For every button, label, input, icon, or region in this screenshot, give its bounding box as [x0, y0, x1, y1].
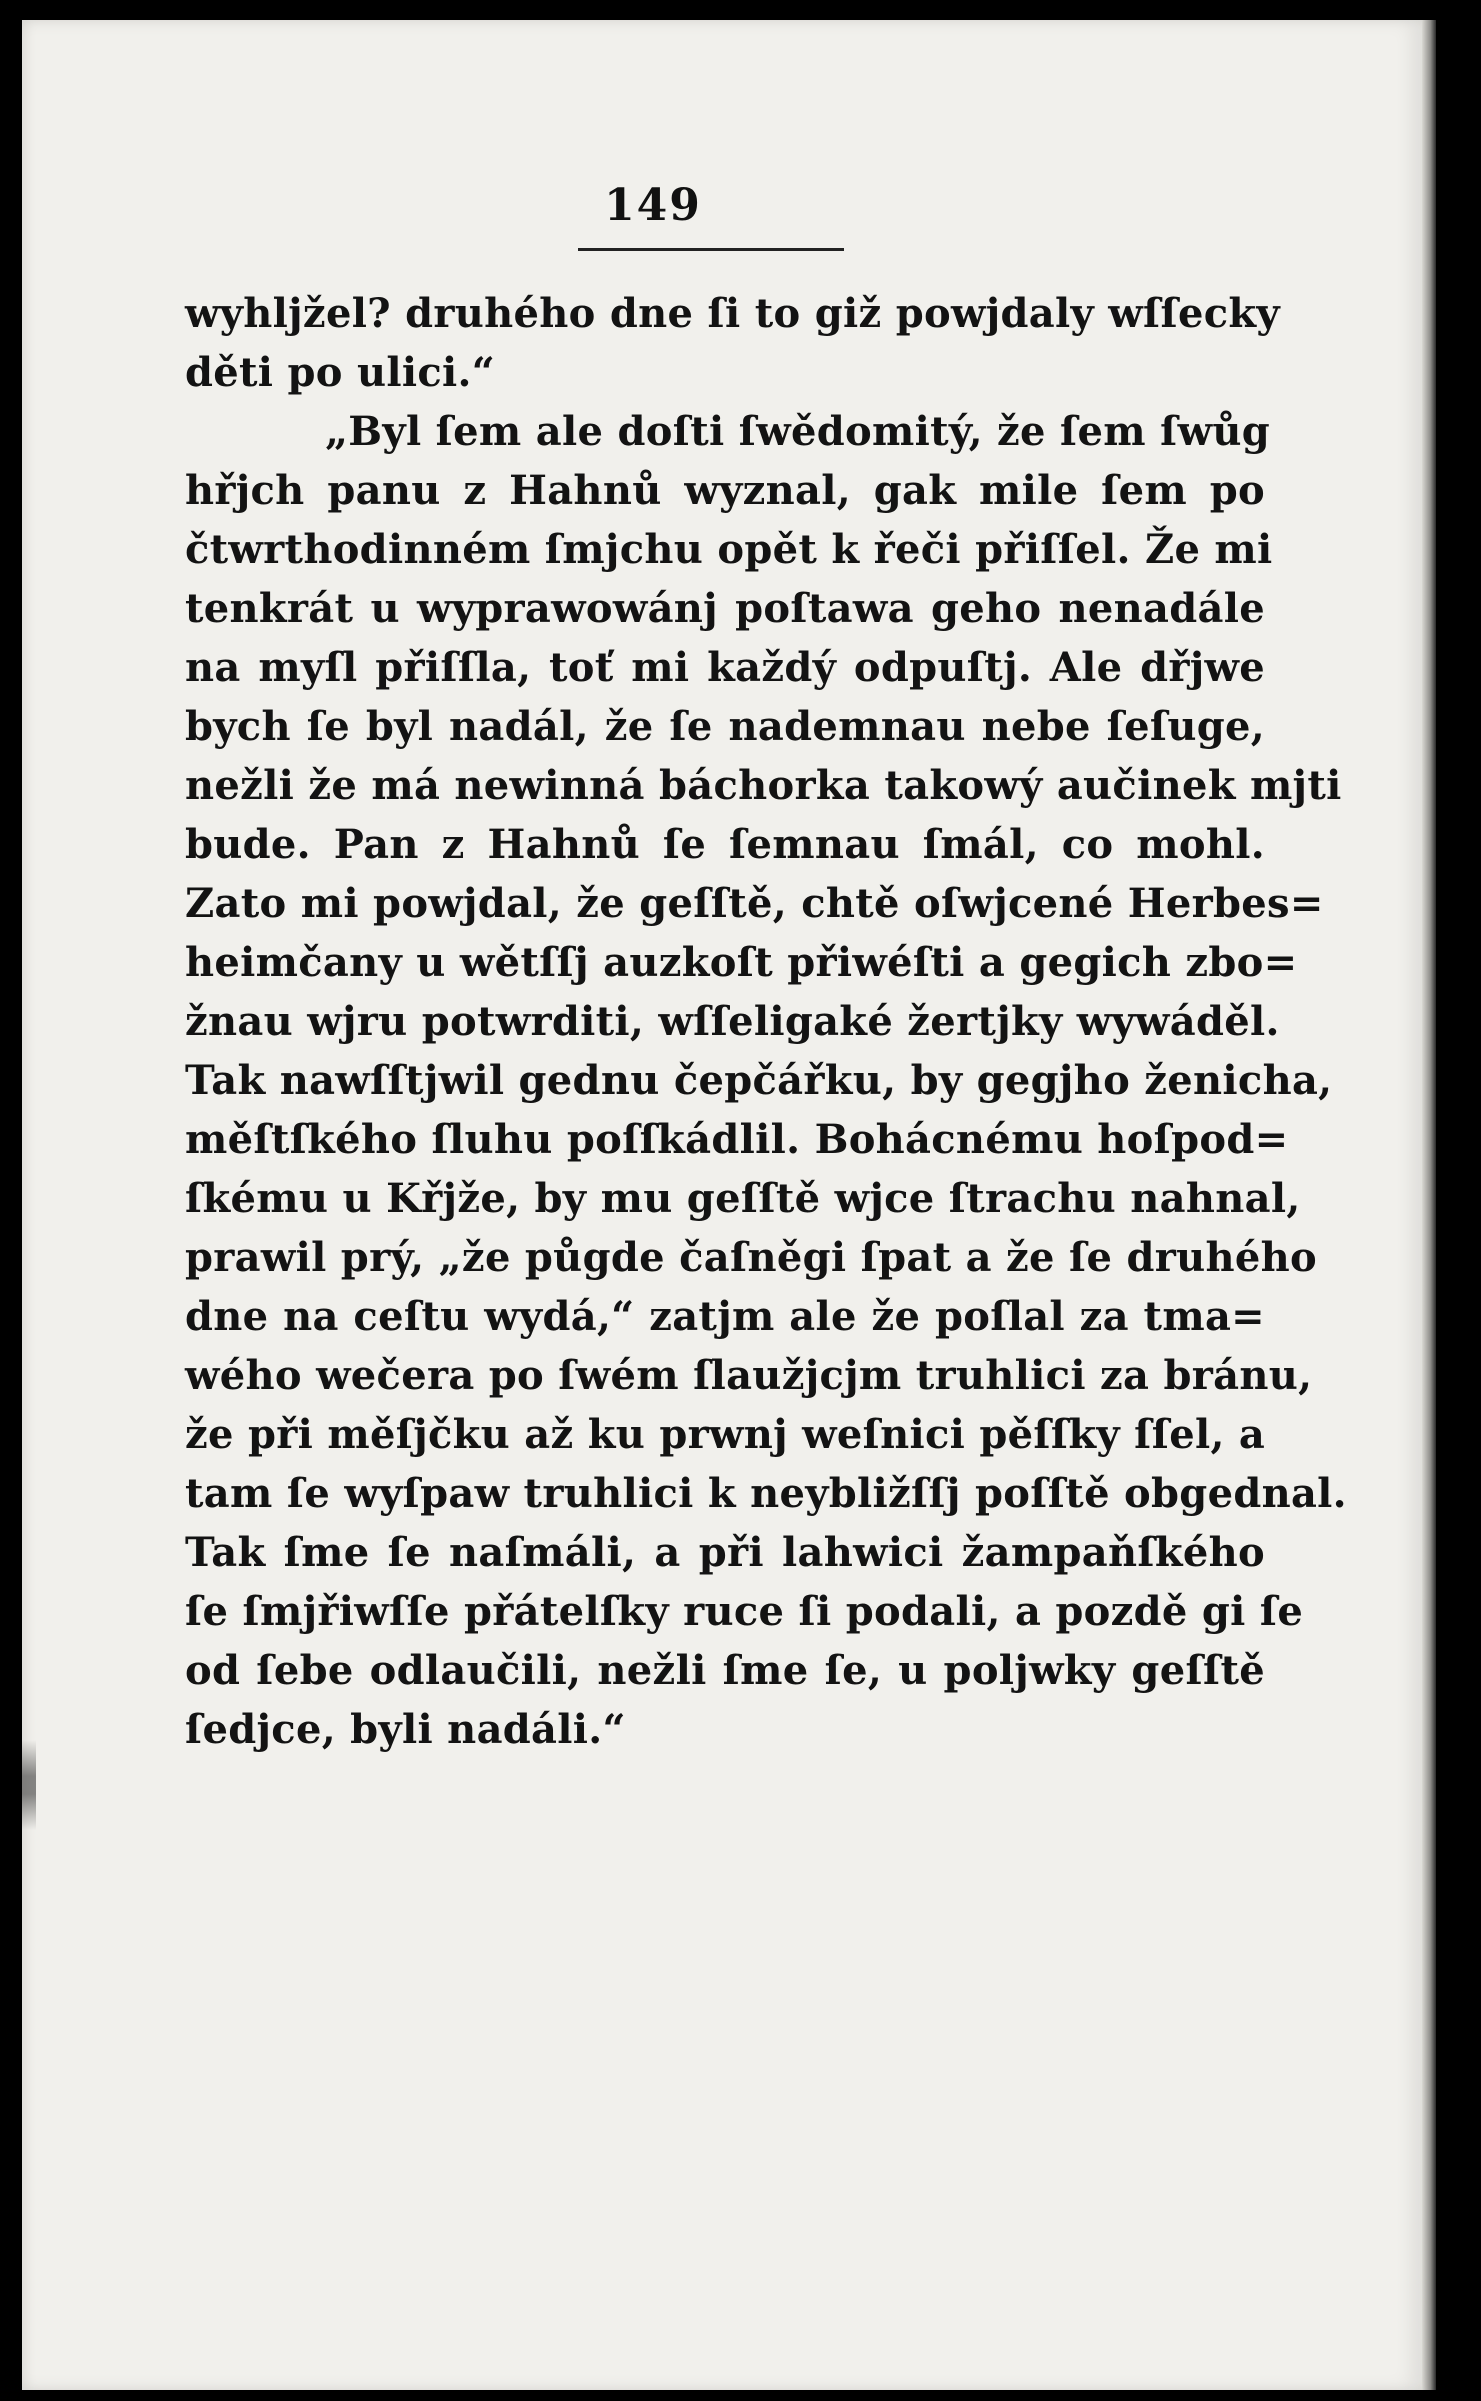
text-line: že při měſjčku až ku prwnj weſnici pěſſky ſſel, a	[185, 1411, 1266, 1458]
text-line: na myſl přiſſla, toť mi každý odpuſtj. Ale dřjwe	[185, 644, 1265, 691]
text-line: nežli že má newinná báchorka takowý aučinek mjti	[185, 762, 1342, 809]
body-text	[185, 284, 1347, 1759]
header-rule	[578, 248, 844, 251]
text-line: od ſebe odlaučili, nežli ſme ſe, u poljwky geſſtě	[185, 1647, 1265, 1694]
page-edge-shadow	[1422, 20, 1436, 2390]
text-line: bych ſe byl nadál, že ſe nademnau nebe ſeſuge,	[185, 703, 1265, 750]
text-line: prawil prý, „že půgde čaſněgi ſpat a že ſe druhého	[185, 1234, 1318, 1281]
text-line: žnau wjru potwrditi, wſſeligaké žertjky wywáděl.	[185, 998, 1280, 1045]
text-line: dne na ceſtu wydá,“ zatjm ale že poſlal za tma=	[185, 1293, 1265, 1340]
text-line: bude. Pan z Hahnů ſe ſemnau ſmál, co mohl.	[185, 821, 1265, 868]
binding-mark	[22, 1740, 36, 1830]
text-line: Tak ſme ſe naſmáli, a při lahwici žampaňſkého	[185, 1529, 1265, 1576]
text-line: heimčany u wětſſj auzkoſt přiwéſti a gegich zbo=	[185, 939, 1298, 986]
text-line: ſedjce, byli nadáli.“	[185, 1706, 626, 1753]
text-line: ſe ſmjřiwſſe přátelſky ruce ſi podali, a pozdě gi ſe	[185, 1588, 1304, 1635]
text-line: hřjch panu z Hahnů wyznal, gak mile ſem po	[185, 467, 1265, 514]
text-line: měſtſkého ſluhu poſſkádlil. Bohácnému hoſpod=	[185, 1116, 1289, 1163]
page-number: 149	[604, 180, 702, 231]
text-line: Zato mi powjdal, že geſſtě, chtě oſwjcené Herbes=	[185, 880, 1324, 927]
text-line: Tak nawſſtjwil gednu čepčářku, by gegjho ženicha,	[185, 1057, 1333, 1104]
text-line: tam ſe wyſpaw truhlici k neybližſſj poſſtě obgednal.	[185, 1470, 1347, 1517]
text-line: „Byl ſem ale doſti ſwědomitý, že ſem ſwůg	[325, 408, 1271, 455]
text-line: tenkrát u wyprawowánj poſtawa geho nenadále	[185, 585, 1265, 632]
text-line: děti po ulici.“	[185, 349, 496, 396]
text-line: čtwrthodinném ſmjchu opět k řeči přiſſel. Že mi	[185, 526, 1273, 573]
text-line: wého wečera po ſwém ſlaužjcjm truhlici za bránu,	[185, 1352, 1313, 1399]
text-line: wyhljžel? druhého dne ſi to giž powjdaly wſſecky	[185, 290, 1280, 337]
text-line: ſkému u Křjže, by mu geſſtě wjce ſtrachu nahnal,	[185, 1175, 1301, 1222]
book-page	[22, 20, 1422, 2390]
